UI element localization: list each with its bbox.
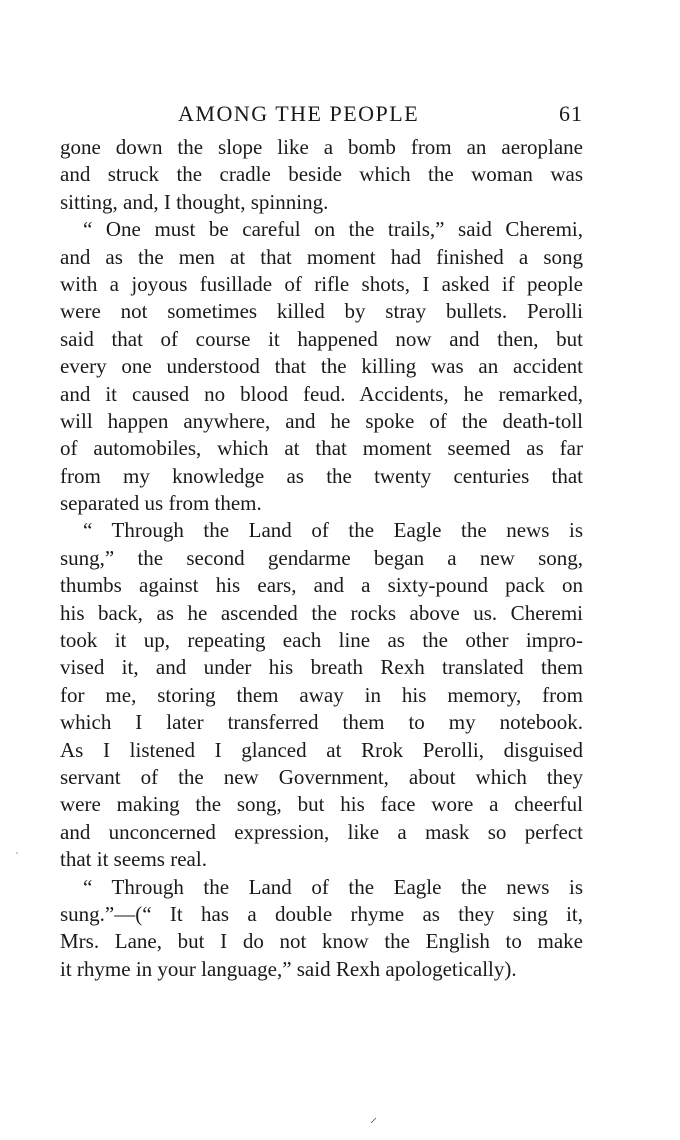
text-line: servant of the new Government, about which they: [60, 764, 583, 789]
text-line: of automobiles, which at that moment seemed as far: [60, 436, 583, 461]
paragraph: [60, 517, 583, 873]
body-text: [60, 134, 583, 983]
text-line: “ Through the Land of the Eagle the news is: [83, 874, 583, 899]
text-line: and struck the cradle beside which the woman was: [60, 162, 583, 187]
text-line: and it caused no blood feud. Accidents, he remarked,: [60, 381, 583, 406]
text-line: were not sometimes killed by stray bullets. Perolli: [60, 299, 583, 324]
paragraph: [60, 216, 583, 517]
text-line: that it seems real.: [60, 847, 207, 872]
margin-speck: [16, 852, 18, 854]
text-line: sung.”—(“ It has a double rhyme as they sing it,: [60, 901, 583, 926]
text-line: from my knowledge as the twenty centuries that: [60, 463, 583, 488]
paragraph: [60, 874, 583, 984]
text-line: “ Through the Land of the Eagle the news is: [83, 518, 583, 543]
footer-mark: ⸝: [370, 1111, 377, 1126]
page-number: 61: [559, 101, 583, 126]
text-line: were making the song, but his face wore a cheerful: [60, 792, 583, 817]
text-line: Mrs. Lane, but I do not know the English to make: [60, 929, 583, 954]
text-line: said that of course it happened now and then, but: [60, 326, 583, 351]
text-line: thumbs against his ears, and a sixty-pound pack on: [60, 573, 583, 598]
text-line: took it up, repeating each line as the other impro-: [60, 628, 583, 653]
text-line: sung,” the second gendarme began a new song,: [60, 545, 583, 570]
text-line: sitting, and, I thought, spinning.: [60, 189, 329, 214]
paragraph: [60, 134, 583, 216]
text-line: vised it, and under his breath Rexh translated them: [60, 655, 583, 680]
page-header: [60, 94, 583, 134]
text-line: every one understood that the killing was an accident: [60, 354, 583, 379]
text-line: “ One must be careful on the trails,” said Cheremi,: [83, 217, 583, 242]
text-line: and unconcerned expression, like a mask so perfect: [60, 819, 583, 844]
text-line: separated us from them.: [60, 491, 262, 516]
text-line: will happen anywhere, and he spoke of the death-toll: [60, 408, 583, 433]
text-line: and as the men at that moment had finished a song: [60, 244, 583, 269]
book-page: [60, 94, 583, 983]
text-line: it rhyme in your language,” said Rexh apologetically).: [60, 956, 517, 981]
text-line: gone down the slope like a bomb from an aeroplane: [60, 135, 583, 159]
text-line: which I later transferred them to my notebook.: [60, 710, 583, 735]
running-title: AMONG THE PEOPLE: [178, 101, 420, 126]
text-line: As I listened I glanced at Rrok Perolli, disguised: [60, 737, 583, 762]
text-line: with a joyous fusillade of rifle shots, I asked if people: [60, 271, 583, 296]
text-line: for me, storing them away in his memory, from: [60, 682, 583, 707]
text-line: his back, as he ascended the rocks above us. Cheremi: [60, 600, 583, 625]
